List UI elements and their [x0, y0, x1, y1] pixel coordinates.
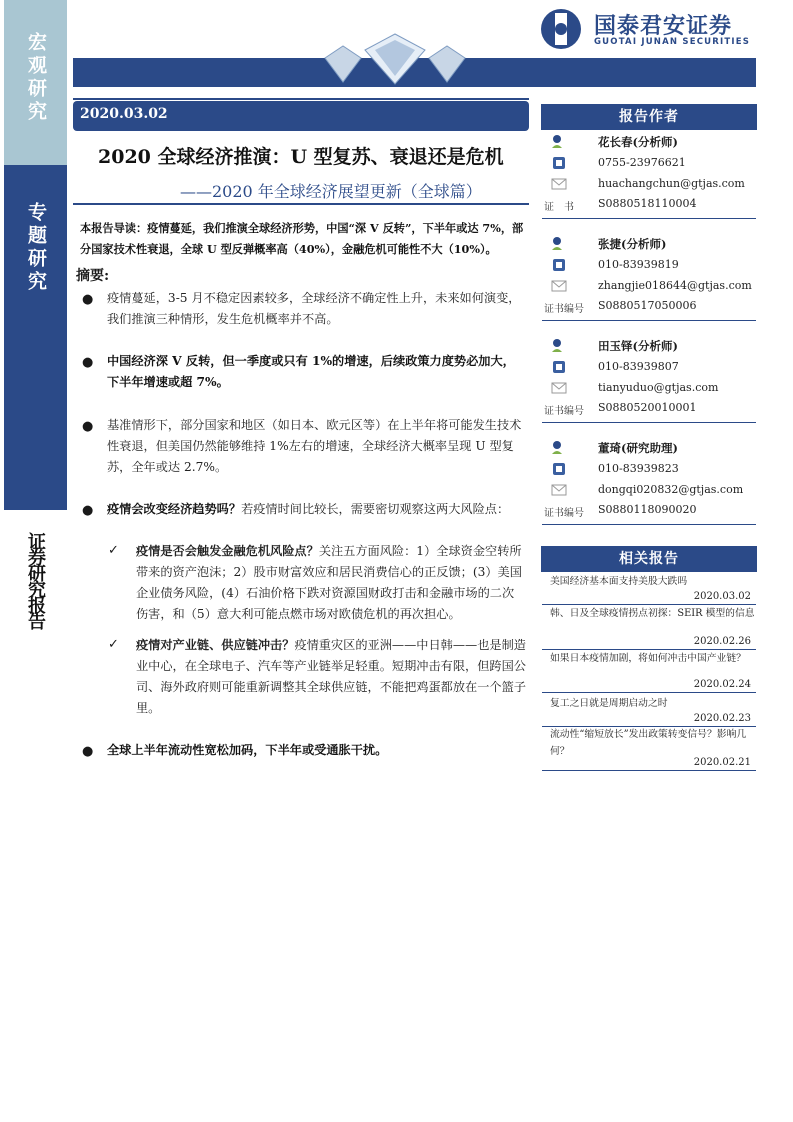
author-cert: S0880520010001 — [598, 401, 697, 414]
check-icon: ✓ — [108, 637, 119, 652]
author-phone: 010-83939807 — [598, 360, 679, 373]
sidebar-report-label: 证券研究报告 — [25, 532, 46, 628]
subtitle-underline — [73, 203, 529, 205]
author-email[interactable]: zhangjie018644@gtjas.com — [598, 279, 752, 292]
phone-icon — [551, 258, 567, 272]
sidebar-macro-label: 宏观研究 — [25, 32, 47, 124]
author-email[interactable]: tianyuduo@gtjas.com — [598, 381, 719, 394]
diamond-decoration-icon — [315, 20, 475, 88]
related-report-date: 2020.02.23 — [693, 713, 751, 724]
author-divider — [542, 422, 756, 423]
authors-heading: 报告作者 — [541, 104, 757, 130]
risk-point-1: 疫情是否会触发金融危机风险点？关注五方面风险：1）全球资金空转所带来的资产泡沫；2）股市财富效应和居民消费信心的正反馈；(3）美国企业债务风险，(4）石油价格下跌对资源国财政打击和金融市场的二次伤害，和（5）意大利可能点燃市场对欧债危机的再次担心。 — [136, 544, 522, 621]
related-report-date: 2020.02.24 — [693, 679, 751, 690]
check-icon: ✓ — [108, 543, 119, 558]
related-report-title[interactable]: 韩、日及全球疫情拐点初探：SEIR 模型的信息 — [550, 608, 755, 619]
summary-point-4: 疫情会改变经济趋势吗？若疫情时间比较长，需要密切观察这两大风险点： — [107, 502, 510, 516]
report-subtitle: ——2020 年全球经济展望更新（全球篇） — [180, 182, 482, 201]
author-name: 田玉铎(分析师) — [598, 339, 678, 353]
author-cert: S0880118090020 — [598, 503, 697, 516]
related-report-date: 2020.02.26 — [693, 636, 751, 647]
email-icon — [551, 177, 567, 191]
related-report-date: 2020.03.02 — [693, 591, 751, 602]
related-report-title[interactable]: 复工之日就是周期启动之时 — [550, 698, 668, 709]
author-divider — [542, 320, 756, 321]
bullet-icon: ● — [82, 355, 94, 370]
person-icon — [551, 134, 567, 148]
phone-icon — [551, 462, 567, 476]
bullet-icon: ● — [82, 292, 94, 307]
cert-label: 证书编号 — [544, 406, 584, 417]
related-divider — [542, 692, 756, 693]
risk-point-2: 疫情对产业链、供应链冲击？疫情重灾区的亚洲——中日韩——也是制造业中心，在全球电子、汽车等产业链举足轻重。短期冲击有限，但跨国公司、海外政府则可能重新调整其全球供应链，不能把鸡蛋都放在一个篮子里。 — [136, 638, 526, 715]
related-report-date: 2020.02.21 — [693, 757, 751, 768]
author-email[interactable]: dongqi020832@gtjas.com — [598, 483, 744, 496]
report-title: 2020 全球经济推演：U 型复苏、衰退还是危机 — [98, 146, 504, 168]
author-divider — [542, 524, 756, 525]
author-name: 董琦(研究助理) — [598, 441, 678, 455]
bullet-icon: ● — [82, 503, 94, 518]
bullet-icon: ● — [82, 419, 94, 434]
author-name: 张捷(分析师) — [598, 237, 667, 251]
cert-label: 证书编号 — [544, 304, 584, 315]
report-guide: 本报告导读：疫情蔓延，我们推演全球经济形势，中国“深 V 反转”，下半年或达 7%，部分国家技术性衰退，全球 U 型反弹概率高（40%），金融危机可能性不大（10%）。 — [80, 221, 524, 256]
email-icon — [551, 279, 567, 293]
summary-point-5: 全球上半年流动性宽松加码，下半年或受通胀干扰。 — [107, 743, 388, 757]
author-name: 花长春(分析师) — [598, 135, 678, 149]
phone-icon — [551, 156, 567, 170]
bullet-icon: ● — [82, 744, 94, 759]
person-icon — [551, 236, 567, 250]
person-icon — [551, 338, 567, 352]
cert-label: 证书编号 — [544, 508, 584, 519]
email-icon — [551, 483, 567, 497]
author-phone: 010-83939823 — [598, 462, 679, 475]
related-report-title[interactable]: 流动性“缩短放长”发出政策转变信号？影响几何？ — [550, 729, 747, 757]
email-icon — [551, 381, 567, 395]
summary-point-3: 基准情形下，部分国家和地区（如日本、欧元区等）在上半年将可能发生技术性衰退，但美国仍然能够维持 1%左右的增速，全球经济大概率呈现 U 型复苏，全年或达 2.7%。 — [107, 418, 522, 474]
sidebar-special-label: 专题研究 — [25, 202, 47, 294]
author-cert: S0880517050006 — [598, 299, 697, 312]
company-name-cn: 国泰君安证券 — [594, 14, 733, 39]
company-name-en: GUOTAI JUNAN SECURITIES — [594, 37, 751, 47]
summary-point-2: 中国经济深 V 反转，但一季度或只有 1%的增速，后续政策力度势必加大，下半年增速或超 7%。 — [107, 354, 515, 389]
related-report-title[interactable]: 如果日本疫情加剧，将如何冲击中国产业链？ — [550, 653, 746, 664]
summary-point-1: 疫情蔓延，3-5 月不稳定因素较多，全球经济不确定性上升，未来如何演变，我们推演三种情形，发生危机概率并不高。 — [107, 291, 521, 326]
author-phone: 0755-23976621 — [598, 156, 686, 169]
phone-icon — [551, 360, 567, 374]
author-phone: 010-83939819 — [598, 258, 679, 271]
cert-label: 证 书 — [544, 202, 574, 213]
header-rule — [73, 98, 529, 100]
author-email[interactable]: huachangchun@gtjas.com — [598, 177, 745, 190]
summary-heading: 摘要: — [76, 268, 110, 284]
report-date: 2020.03.02 — [80, 106, 168, 122]
author-cert: S0880518110004 — [598, 197, 697, 210]
related-divider — [542, 770, 756, 771]
related-report-title[interactable]: 美国经济基本面支持美股大跌吗 — [550, 576, 688, 587]
related-heading: 相关报告 — [541, 546, 757, 572]
company-logo-icon — [540, 8, 582, 50]
author-divider — [542, 218, 756, 219]
person-icon — [551, 440, 567, 454]
